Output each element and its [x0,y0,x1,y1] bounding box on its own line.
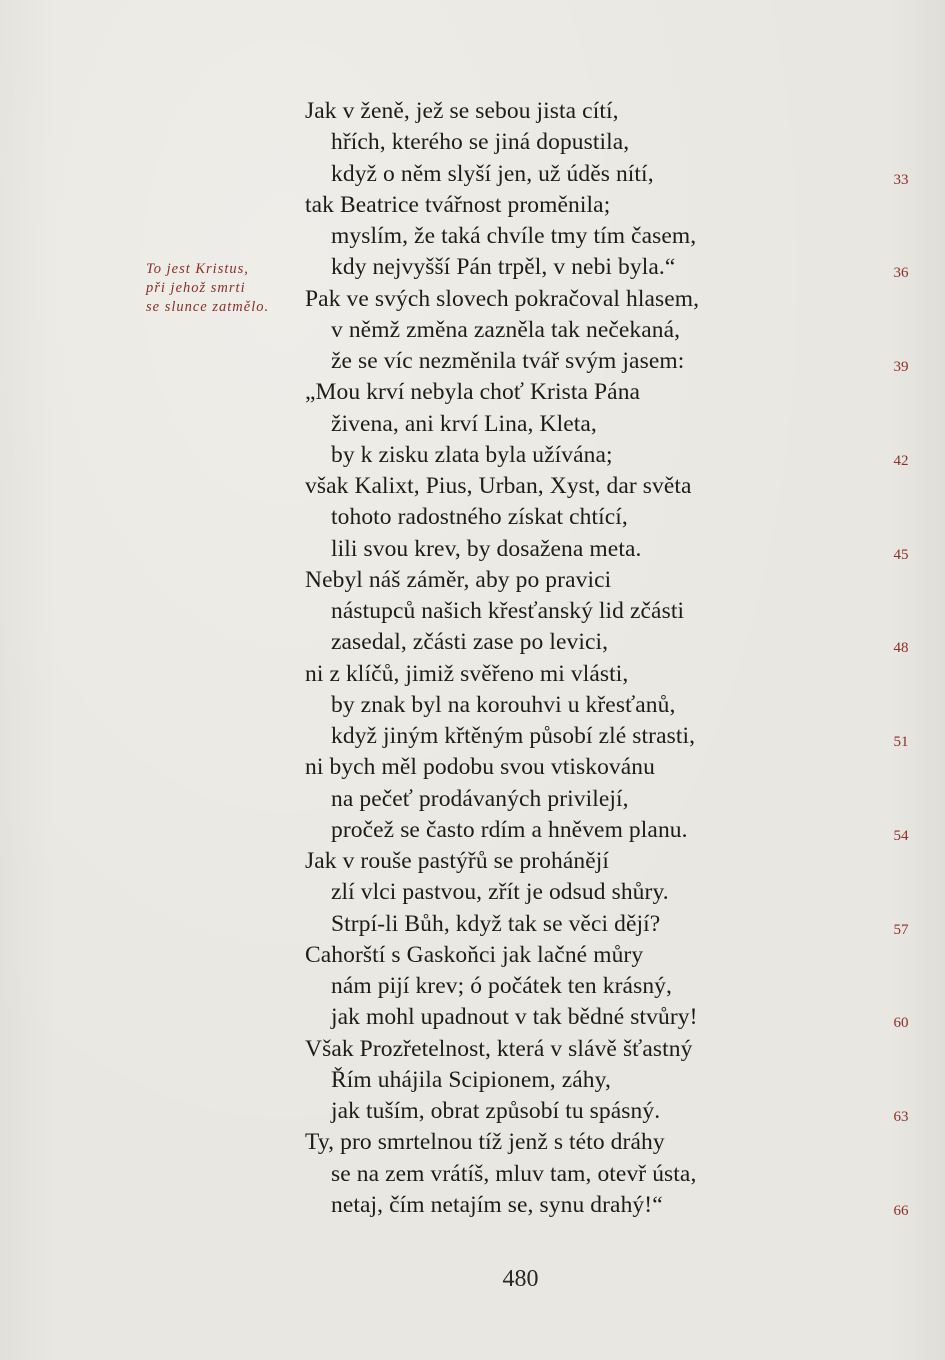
verse-line: se na zem vrátíš, mluv tam, otevř ústa, [331,1161,697,1187]
verse-line: Pak ve svých slovech pokračoval hlasem, [305,286,700,312]
verse-line: by k zisku zlata byla užívána; [331,442,613,468]
verse-line: jak tuším, obrat způsobí tu spásný. [331,1098,661,1124]
verse-line: lili svou krev, by dosažena meta. [331,536,642,562]
verse-line: Však Prozřetelnost, která v slávě šťastný [305,1036,693,1062]
verse-line: Nebyl náš záměr, aby po pravici [305,567,612,593]
verse-line: ni z klíčů, jimiž svěřeno mi vlásti, [305,661,629,687]
verse-line: jak mohl upadnout v tak bědné stvůry! [331,1004,698,1030]
line-number: 60 [893,1015,909,1031]
line-number: 66 [893,1203,909,1219]
verse-line: zlí vlci pastvou, zřít je odsud shůry. [331,879,669,905]
verse-line: zasedal, zčásti zase po levici, [331,629,609,655]
verse-line: živena, ani krví Lina, Kleta, [331,411,597,437]
line-number: 48 [893,640,909,656]
verse-line: tohoto radostného získat chtící, [331,504,628,530]
verse-line: v němž změna zazněla tak nečekaná, [331,317,681,343]
verse-line: netaj, čím netajím se, synu drahý!“ [331,1192,663,1218]
verse-line: že se víc nezměnila tvář svým jasem: [331,348,685,374]
verse-line: však Kalixt, Pius, Urban, Xyst, dar světa [305,473,692,499]
line-number: 39 [893,359,909,375]
line-number: 36 [893,265,909,281]
line-number: 42 [893,453,909,469]
verse-line: pročež se často rdím a hněvem planu. [331,817,688,843]
verse-line: nástupců našich křesťanský lid zčásti [331,598,685,624]
line-number: 51 [893,734,909,750]
line-number: 63 [893,1109,909,1125]
line-number: 54 [893,828,909,844]
verse-line: „Mou krví nebyla choť Krista Pána [305,379,641,405]
verse-line: ni bych měl podobu svou vtiskovánu [305,754,656,780]
verse-line: nám pijí krev; ó počátek ten krásný, [331,973,672,999]
verse-line: kdy nejvyšší Pán trpěl, v nebi byla.“ [331,254,676,280]
verse-line: když o něm slyší jen, už úděs nítí, [331,161,654,187]
page-number: 480 [502,1266,539,1292]
verse-line: na pečeť prodávaných privilejí, [331,786,629,812]
verse-line: Ty, pro smrtelnou tíž jenž s této dráhy [305,1129,665,1155]
gloss-line: se slunce zatmělo. [146,299,270,315]
verse-line: tak Beatrice tvářnost proměnila; [305,192,611,218]
verse-line: myslím, že taká chvíle tmy tím časem, [331,223,697,249]
gloss-line: To jest Kristus, [146,261,249,277]
verse-line: Jak v ženě, jež se sebou jista cítí, [305,98,619,124]
line-number: 33 [893,172,909,188]
verse-line: Řím uhájila Scipionem, záhy, [331,1067,611,1093]
line-number: 45 [893,547,909,563]
gloss-line: při jehož smrti [146,280,246,296]
verse-line: Cahorští s Gaskoňci jak lačné můry [305,942,644,968]
line-number: 57 [893,922,909,938]
margin-gloss [146,260,269,317]
verse-line: Jak v rouše pastýřů se prohánějí [305,848,610,874]
verse-line: Strpí-li Bůh, když tak se věci dějí? [331,911,661,937]
verse-line: hřích, kterého se jiná dopustila, [331,129,630,155]
verse-line: když jiným křtěným působí zlé strasti, [331,723,696,749]
verse-line: by znak byl na korouhvi u křesťanů, [331,692,676,718]
